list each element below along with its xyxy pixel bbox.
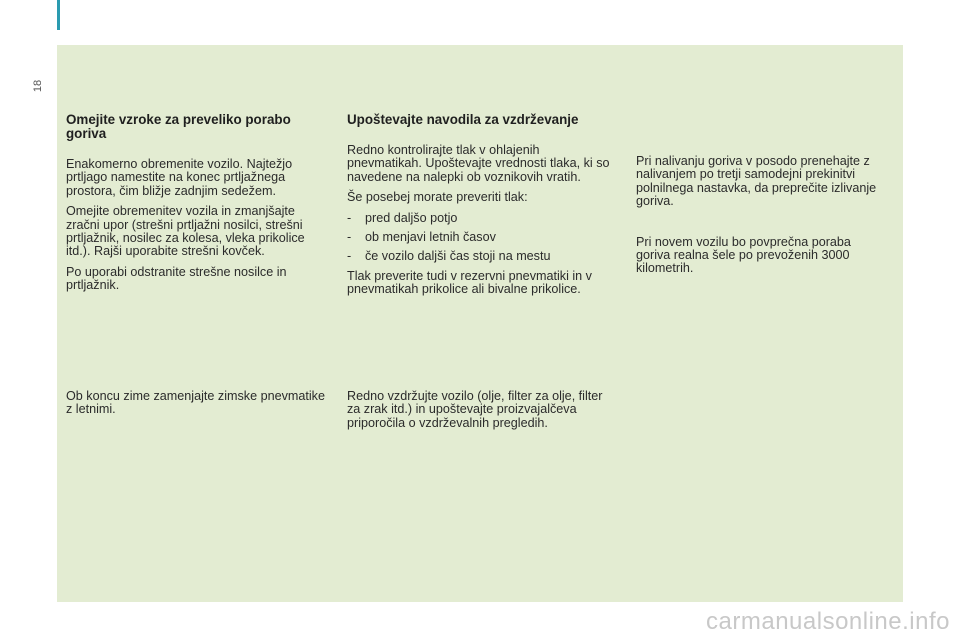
paragraph: Po uporabi odstranite strešne nosilce in prtljažnik. [66,264,287,293]
paragraph: Redno vzdržujte vozilo (olje, filter za olje, filter za zrak itd.) in upoštevajte proizvajalčeva priporočila o vzdrževalnih pregledih. [347,389,603,430]
paragraph: Pri nalivanju goriva v posodo prenehajte z nalivanjem po tretji samodejni prekinitvi polnilnega nastavka, da preprečite izlivanje goriva. [636,154,877,209]
column-refueling [636,155,881,283]
paragraph: Omejite obremenitev vozila in zmanjšajte zračni upor (strešni prtljažni nosilci, strešni prtljažnik, nosilec za kolesa, vleka prikolice itd.). Rajši uporabite strešni kovček. [66,204,305,259]
column-fuel-consumption-lower [66,390,331,424]
heading-fuel-consumption: Omejite vzroke za preveliko porabo goriva [66,112,291,141]
page-number: 18 [32,79,44,93]
paragraph: Pri novem vozilu bo povprečna poraba goriva realna šele po prevoženih 3000 kilometrih. [636,234,851,276]
list-item: - pred daljšo potjo [347,210,458,225]
paragraph: Redno kontrolirajte tlak v ohlajenih pnevmatikah. Upoštevajte vrednosti tlaka, ki so navedene na nalepki ob voznikovih vratih. [347,143,610,184]
paragraph: Tlak preverite tudi v rezervni pnevmatiki in v pnevmatikah prikolice ali bivalne prikolice. [347,268,592,297]
list-item: - ob menjavi letnih časov [347,230,496,245]
watermark: carmanualsonline.info [706,608,950,635]
accent-bar [57,0,60,30]
column-fuel-consumption [66,113,331,300]
list-item: - če vozilo daljši čas stoji na mestu [347,249,551,264]
heading-maintenance: Upoštevajte navodila za vzdrževanje [347,112,579,127]
column-maintenance [347,113,612,304]
paragraph: Ob koncu zime zamenjajte zimske pnevmatike z letnimi. [66,389,325,417]
bullet-list [347,212,612,264]
column-maintenance-lower [347,390,612,437]
paragraph: Enakomerno obremenite vozilo. Najtežjo prtljago namestite na konec prtljažnega prostora, čim bližje zadnjim sedežem. [66,157,293,198]
paragraph: Še posebej morate preveriti tlak: [347,190,528,205]
